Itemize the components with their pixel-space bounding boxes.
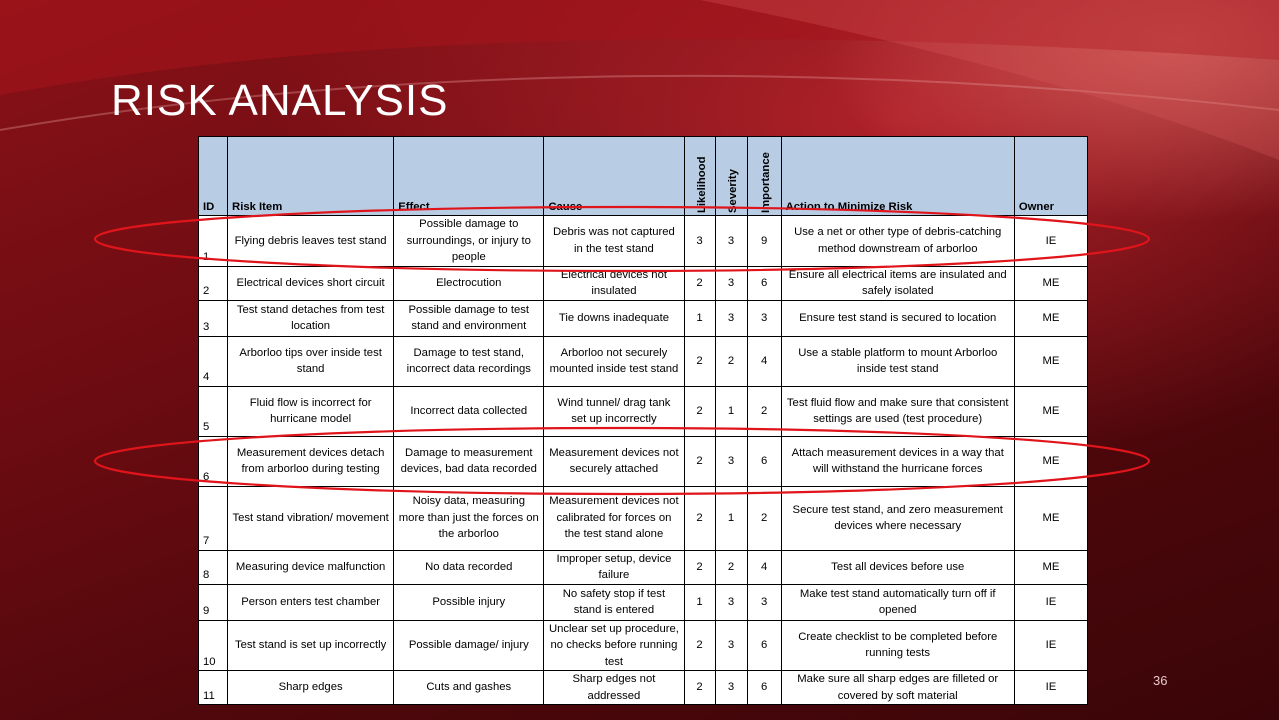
cell-owner: IE bbox=[1014, 584, 1087, 620]
cell-cause: Electrical devices not insulated bbox=[544, 266, 684, 300]
risk-analysis-table bbox=[198, 136, 1088, 705]
cell-cause: Sharp edges not addressed bbox=[544, 671, 684, 705]
risk-table-body bbox=[199, 216, 1088, 705]
cell-importance: 2 bbox=[747, 386, 781, 436]
table-row bbox=[199, 550, 1088, 584]
cell-risk-item: Flying debris leaves test stand bbox=[228, 216, 394, 267]
cell-severity: 3 bbox=[715, 300, 747, 336]
cell-risk-item: Test stand detaches from test location bbox=[228, 300, 394, 336]
cell-importance: 6 bbox=[747, 436, 781, 486]
cell-effect: Damage to test stand, incorrect data recordings bbox=[394, 336, 544, 386]
cell-action: Test fluid flow and make sure that consistent settings are used (test procedure) bbox=[781, 386, 1014, 436]
table-row bbox=[199, 584, 1088, 620]
cell-risk-item: Test stand vibration/ movement bbox=[228, 486, 394, 550]
cell-importance: 4 bbox=[747, 336, 781, 386]
cell-importance: 3 bbox=[747, 300, 781, 336]
cell-id: 9 bbox=[199, 584, 228, 620]
cell-likelihood: 1 bbox=[684, 584, 715, 620]
cell-owner: ME bbox=[1014, 386, 1087, 436]
cell-severity: 2 bbox=[715, 336, 747, 386]
cell-effect: Damage to measurement devices, bad data recorded bbox=[394, 436, 544, 486]
cell-likelihood: 2 bbox=[684, 386, 715, 436]
table-row bbox=[199, 486, 1088, 550]
cell-effect: Cuts and gashes bbox=[394, 671, 544, 705]
cell-likelihood: 3 bbox=[684, 216, 715, 267]
cell-likelihood: 2 bbox=[684, 266, 715, 300]
cell-action: Ensure test stand is secured to location bbox=[781, 300, 1014, 336]
cell-risk-item: Person enters test chamber bbox=[228, 584, 394, 620]
header-risk-item: Risk Item bbox=[228, 137, 394, 216]
cell-action: Use a stable platform to mount Arborloo inside test stand bbox=[781, 336, 1014, 386]
cell-cause: No safety stop if test stand is entered bbox=[544, 584, 684, 620]
page-number: 36 bbox=[1153, 673, 1168, 688]
cell-effect: Electrocution bbox=[394, 266, 544, 300]
slide-title: RISK ANALYSIS bbox=[111, 76, 449, 125]
cell-action: Create checklist to be completed before running tests bbox=[781, 620, 1014, 671]
cell-likelihood: 2 bbox=[684, 486, 715, 550]
header-effect: Effect bbox=[394, 137, 544, 216]
cell-owner: IE bbox=[1014, 620, 1087, 671]
cell-cause: Measurement devices not securely attached bbox=[544, 436, 684, 486]
cell-owner: ME bbox=[1014, 486, 1087, 550]
cell-likelihood: 2 bbox=[684, 671, 715, 705]
header-importance: Importance bbox=[747, 137, 781, 216]
cell-cause: Improper setup, device failure bbox=[544, 550, 684, 584]
cell-effect: No data recorded bbox=[394, 550, 544, 584]
cell-cause: Tie downs inadequate bbox=[544, 300, 684, 336]
cell-action: Make sure all sharp edges are filleted or covered by soft material bbox=[781, 671, 1014, 705]
cell-id: 2 bbox=[199, 266, 228, 300]
cell-severity: 3 bbox=[715, 584, 747, 620]
cell-id: 1 bbox=[199, 216, 228, 267]
cell-id: 7 bbox=[199, 486, 228, 550]
cell-likelihood: 2 bbox=[684, 550, 715, 584]
cell-likelihood: 2 bbox=[684, 436, 715, 486]
cell-cause: Unclear set up procedure, no checks before running test bbox=[544, 620, 684, 671]
cell-severity: 3 bbox=[715, 436, 747, 486]
cell-owner: ME bbox=[1014, 436, 1087, 486]
cell-action: Attach measurement devices in a way that will withstand the hurricane forces bbox=[781, 436, 1014, 486]
cell-likelihood: 1 bbox=[684, 300, 715, 336]
cell-owner: ME bbox=[1014, 550, 1087, 584]
cell-id: 6 bbox=[199, 436, 228, 486]
cell-importance: 9 bbox=[747, 216, 781, 267]
risk-table-container bbox=[198, 136, 1088, 705]
table-row bbox=[199, 620, 1088, 671]
cell-action: Test all devices before use bbox=[781, 550, 1014, 584]
header-owner: Owner bbox=[1014, 137, 1087, 216]
table-row bbox=[199, 266, 1088, 300]
cell-risk-item: Measuring device malfunction bbox=[228, 550, 394, 584]
cell-importance: 2 bbox=[747, 486, 781, 550]
cell-id: 5 bbox=[199, 386, 228, 436]
cell-effect: Noisy data, measuring more than just the forces on the arborloo bbox=[394, 486, 544, 550]
cell-cause: Arborloo not securely mounted inside test stand bbox=[544, 336, 684, 386]
cell-owner: IE bbox=[1014, 216, 1087, 267]
cell-importance: 3 bbox=[747, 584, 781, 620]
cell-effect: Possible damage to test stand and environment bbox=[394, 300, 544, 336]
table-row bbox=[199, 671, 1088, 705]
cell-cause: Measurement devices not calibrated for forces on the test stand alone bbox=[544, 486, 684, 550]
cell-severity: 3 bbox=[715, 671, 747, 705]
cell-effect: Possible damage/ injury bbox=[394, 620, 544, 671]
header-action: Action to Minimize Risk bbox=[781, 137, 1014, 216]
cell-id: 4 bbox=[199, 336, 228, 386]
cell-risk-item: Sharp edges bbox=[228, 671, 394, 705]
cell-likelihood: 2 bbox=[684, 620, 715, 671]
table-row bbox=[199, 300, 1088, 336]
cell-importance: 6 bbox=[747, 266, 781, 300]
cell-id: 3 bbox=[199, 300, 228, 336]
cell-action: Use a net or other type of debris-catching method downstream of arborloo bbox=[781, 216, 1014, 267]
header-likelihood: Likelihood bbox=[684, 137, 715, 216]
cell-action: Secure test stand, and zero measurement devices where necessary bbox=[781, 486, 1014, 550]
cell-severity: 3 bbox=[715, 266, 747, 300]
cell-severity: 2 bbox=[715, 550, 747, 584]
table-row bbox=[199, 336, 1088, 386]
table-header-row bbox=[199, 137, 1088, 216]
cell-effect: Incorrect data collected bbox=[394, 386, 544, 436]
cell-severity: 1 bbox=[715, 386, 747, 436]
table-row bbox=[199, 386, 1088, 436]
cell-action: Make test stand automatically turn off if opened bbox=[781, 584, 1014, 620]
cell-owner: ME bbox=[1014, 336, 1087, 386]
cell-risk-item: Fluid flow is incorrect for hurricane model bbox=[228, 386, 394, 436]
cell-cause: Debris was not captured in the test stand bbox=[544, 216, 684, 267]
cell-id: 8 bbox=[199, 550, 228, 584]
cell-id: 10 bbox=[199, 620, 228, 671]
cell-severity: 3 bbox=[715, 216, 747, 267]
cell-importance: 6 bbox=[747, 671, 781, 705]
cell-owner: ME bbox=[1014, 300, 1087, 336]
cell-action: Ensure all electrical items are insulated and safely isolated bbox=[781, 266, 1014, 300]
cell-severity: 1 bbox=[715, 486, 747, 550]
header-cause: Cause bbox=[544, 137, 684, 216]
cell-owner: IE bbox=[1014, 671, 1087, 705]
cell-risk-item: Test stand is set up incorrectly bbox=[228, 620, 394, 671]
header-id: ID bbox=[199, 137, 228, 216]
cell-risk-item: Arborloo tips over inside test stand bbox=[228, 336, 394, 386]
header-severity: Severity bbox=[715, 137, 747, 216]
cell-importance: 6 bbox=[747, 620, 781, 671]
table-row bbox=[199, 216, 1088, 267]
cell-effect: Possible injury bbox=[394, 584, 544, 620]
cell-risk-item: Electrical devices short circuit bbox=[228, 266, 394, 300]
cell-effect: Possible damage to surroundings, or injury to people bbox=[394, 216, 544, 267]
cell-likelihood: 2 bbox=[684, 336, 715, 386]
cell-id: 11 bbox=[199, 671, 228, 705]
table-row bbox=[199, 436, 1088, 486]
cell-risk-item: Measurement devices detach from arborloo during testing bbox=[228, 436, 394, 486]
cell-cause: Wind tunnel/ drag tank set up incorrectly bbox=[544, 386, 684, 436]
cell-owner: ME bbox=[1014, 266, 1087, 300]
cell-importance: 4 bbox=[747, 550, 781, 584]
cell-severity: 3 bbox=[715, 620, 747, 671]
